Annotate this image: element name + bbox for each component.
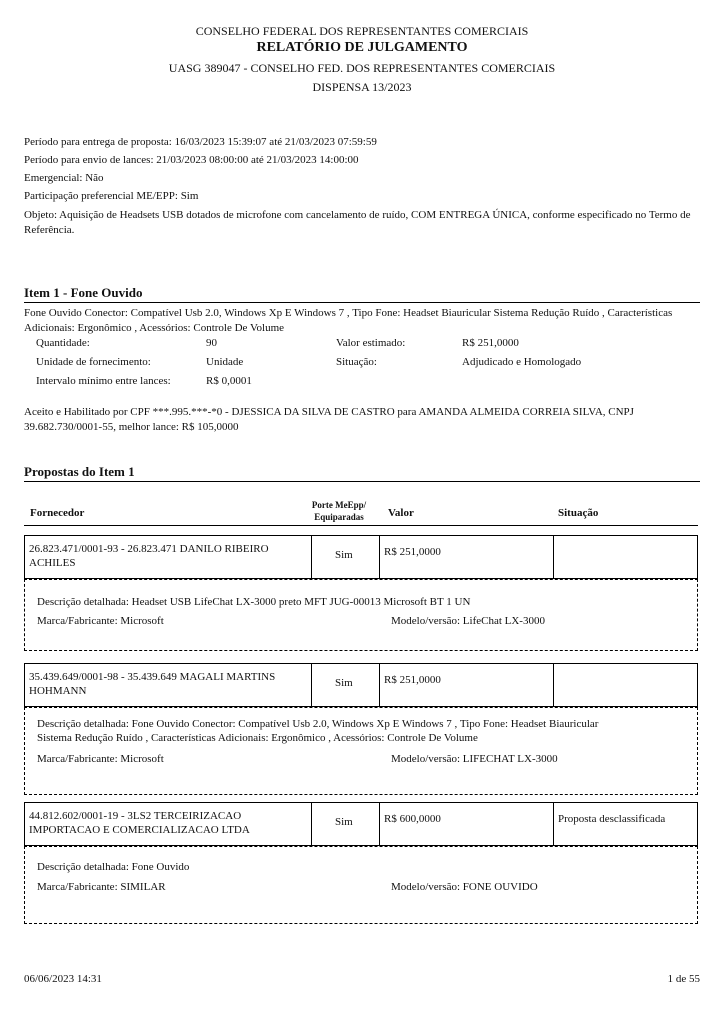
proposal-3-fornecedor-line2: IMPORTACAO E COMERCIALIZACAO LTDA <box>29 824 250 836</box>
proposal-1-valor: R$ 251,0000 <box>384 546 441 558</box>
proposal-row-3 <box>24 802 698 846</box>
proposal-2-marca: Marca/Fabricante: Microsoft <box>37 753 164 765</box>
proposal-3-situacao: Proposta desclassificada <box>558 813 666 825</box>
unidade-label: Unidade de fornecimento: <box>36 356 151 368</box>
proposal-1-modelo: Modelo/versão: LifeChat LX-3000 <box>391 615 545 627</box>
footer-page: 1 de 55 <box>667 973 700 985</box>
proposal-1-marca: Marca/Fabricante: Microsoft <box>37 615 164 627</box>
proposal-2-porte: Sim <box>335 677 353 689</box>
proposal-2-fornecedor-line2: HOHMANN <box>29 685 87 697</box>
periodo-proposta: Período para entrega de proposta: 16/03/2023 15:39:07 até 21/03/2023 07:59:59 <box>24 136 377 148</box>
proposal-3-marca: Marca/Fabricante: SIMILAR <box>37 881 166 893</box>
situacao-value: Adjudicado e Homologado <box>462 356 582 368</box>
item-description: Fone Ouvido Conector: Compatível Usb 2.0, Windows Xp E Windows 7 , Tipo Fone: Headset Biauricular Sistema Redução Ruído , Características Adicionais: Ergonômico , Acessórios: Controle De Volume <box>24 307 673 334</box>
dispensa-line: DISPENSA 13/2023 <box>312 80 412 94</box>
proposal-2-descricao-line1: Descrição detalhada: Fone Ouvido Conector: Compatível Usb 2.0, Windows Xp E Windows 7 , Tipo Fone: Headset Biauricular <box>37 718 599 730</box>
intervalo-value: R$ 0,0001 <box>206 375 252 387</box>
header-porte-line2: Equiparadas <box>314 512 364 522</box>
proposal-2-details <box>24 707 698 795</box>
proposal-row-1 <box>24 535 698 579</box>
proposal-3-fornecedor-line1: 44.812.602/0001-19 - 3LS2 TERCEIRIZACAO <box>29 810 242 822</box>
situacao-label: Situação: <box>336 356 377 368</box>
objeto: Objeto: Aquisição de Headsets USB dotados de microfone com cancelamento de ruído, COM ENTREGA ÚNICA, conforme especificado no Termo de Referência. <box>24 209 691 236</box>
proposal-1-fornecedor-line2: ACHILES <box>29 557 76 569</box>
item-title: Item 1 - Fone Ouvido <box>24 285 700 303</box>
proposal-3-valor: R$ 600,0000 <box>384 813 441 825</box>
valor-estimado-label: Valor estimado: <box>336 337 406 349</box>
quantidade-label: Quantidade: <box>36 337 90 349</box>
periodo-lances: Período para envio de lances: 21/03/2023 08:00:00 até 21/03/2023 14:00:00 <box>24 154 359 166</box>
proposal-3-details <box>24 846 698 924</box>
quantidade-value: 90 <box>206 337 217 349</box>
proposal-2-valor: R$ 251,0000 <box>384 674 441 686</box>
participacao-me-epp: Participação preferencial ME/EPP: Sim <box>24 190 199 202</box>
proposal-2-descricao-line2: Sistema Redução Ruído , Características Adicionais: Ergonômico , Acessórios: Controle De Volume <box>37 732 478 744</box>
header-divider <box>24 525 698 526</box>
proposal-3-porte: Sim <box>335 816 353 828</box>
proposal-row-2 <box>24 663 698 707</box>
footer-datetime: 06/06/2023 14:31 <box>24 973 102 985</box>
header-porte <box>308 499 370 523</box>
proposal-2-modelo: Modelo/versão: LIFECHAT LX-3000 <box>391 753 558 765</box>
uasg-line: UASG 389047 - CONSELHO FED. DOS REPRESENTANTES COMERCIAIS <box>168 61 556 75</box>
propostas-title: Propostas do Item 1 <box>24 464 700 482</box>
header-situacao: Situação <box>558 507 599 519</box>
proposal-3-modelo: Modelo/versão: FONE OUVIDO <box>391 881 538 893</box>
proposal-2-fornecedor-line1: 35.439.649/0001-98 - 35.439.649 MAGALI MARTINS <box>29 671 276 683</box>
header-porte-line1: Porte MeEpp/ <box>311 500 367 510</box>
header-fornecedor: Fornecedor <box>30 507 85 519</box>
proposal-1-porte: Sim <box>335 549 353 561</box>
aceito-habilitado: Aceito e Habilitado por CPF ***.995.***-*0 - DJESSICA DA SILVA DE CASTRO para AMANDA ALMEIDA CORREIA SILVA, CNPJ 39.682.730/0001-55, melhor lance: R$ 105,0000 <box>24 406 634 433</box>
header-valor: Valor <box>388 507 414 519</box>
proposal-1-descricao: Descrição detalhada: Headset USB LifeChat LX-3000 preto MFT JUG-00013 Microsoft BT 1 UN <box>37 596 471 608</box>
valor-estimado-value: R$ 251,0000 <box>462 337 519 349</box>
intervalo-label: Intervalo mínimo entre lances: <box>36 375 171 387</box>
org-name: CONSELHO FEDERAL DOS REPRESENTANTES COMERCIAIS <box>195 24 529 38</box>
report-title: RELATÓRIO DE JULGAMENTO <box>256 40 468 55</box>
unidade-value: Unidade <box>206 356 244 368</box>
proposal-1-fornecedor-line1: 26.823.471/0001-93 - 26.823.471 DANILO RIBEIRO <box>29 543 269 555</box>
emergencial: Emergencial: Não <box>24 172 104 184</box>
proposal-3-descricao: Descrição detalhada: Fone Ouvido <box>37 861 190 873</box>
proposal-1-details <box>24 579 698 651</box>
